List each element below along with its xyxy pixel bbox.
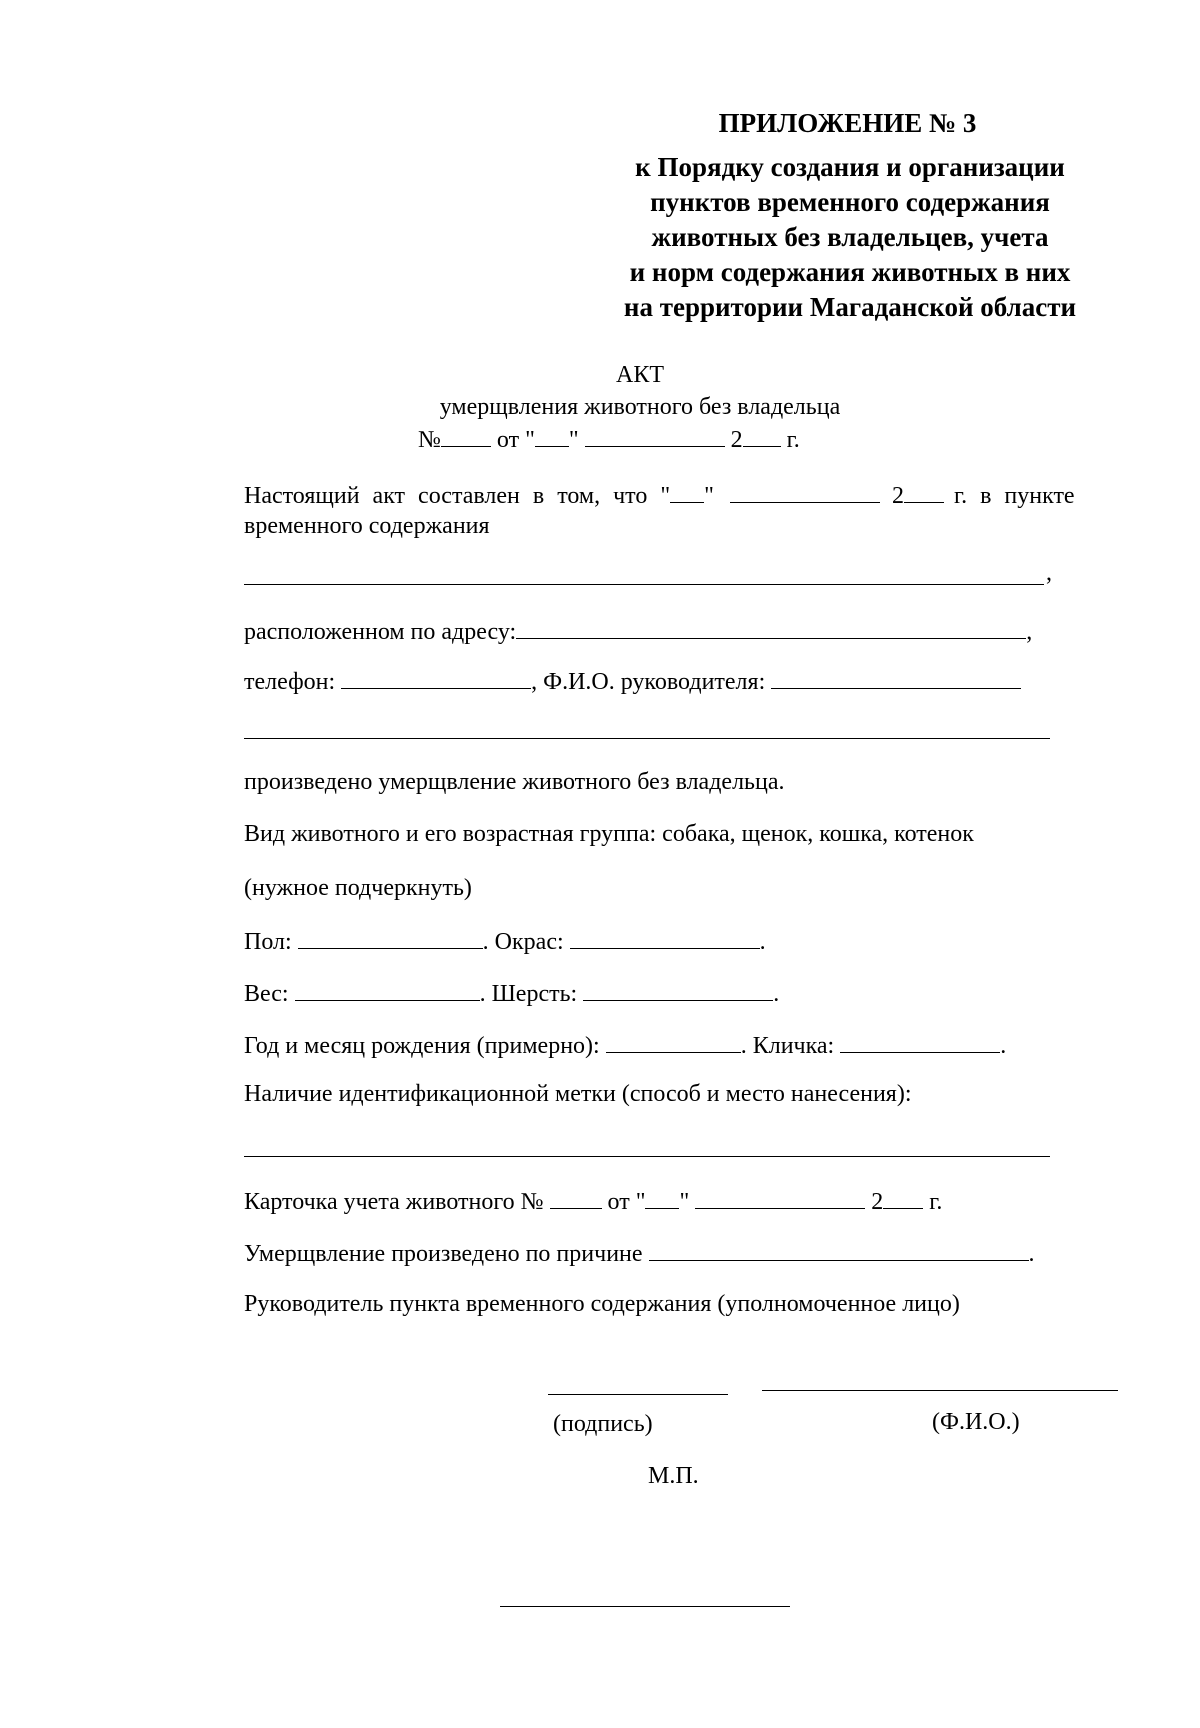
card-label: Карточка учета животного № (244, 1189, 544, 1215)
species-text: Вид животного и его возрастная группа: собака, щенок, кошка, котенок (244, 821, 974, 847)
intro-month-field[interactable] (730, 480, 880, 503)
act-subtitle: умерщвления животного без владельца (439, 394, 841, 420)
appendix-line: и норм содержания животных в них (629, 257, 1071, 287)
appendix-line: пунктов временного содержания (650, 187, 1050, 217)
year-prefix: 2 (730, 427, 743, 453)
fur-label: . Шерсть: (479, 981, 578, 1007)
card-day-field[interactable] (645, 1186, 679, 1209)
act-title: АКТ (616, 362, 664, 388)
act-month-field[interactable] (585, 424, 725, 447)
appendix-line: к Порядку создания и организации (635, 152, 1065, 182)
color-field[interactable] (570, 926, 760, 949)
sex-label: Пол: (244, 929, 292, 955)
stamp-label: М.П. (648, 1463, 699, 1489)
appendix-line: на территории Магаданской области (623, 292, 1077, 322)
card-number-field[interactable] (550, 1186, 602, 1209)
appendix-title: ПРИЛОЖЕНИЕ № 3 (718, 108, 977, 138)
head-name-field[interactable] (771, 666, 1021, 689)
bottom-divider (500, 1606, 790, 1607)
comma: , (1046, 560, 1052, 586)
from-label: от " (496, 427, 535, 453)
card-year-prefix: 2 (871, 1189, 884, 1215)
year-suffix: г. (786, 427, 800, 453)
fur-field[interactable] (583, 978, 773, 1001)
act-day-field[interactable] (535, 424, 569, 447)
intro-text: Настоящий акт составлен в том, что " (244, 483, 671, 509)
id-mark-label: Наличие идентификационной метки (способ и место нанесения): (244, 1081, 912, 1107)
sex-line (244, 926, 766, 956)
underline-note: (нужное подчеркнуть) (244, 875, 472, 901)
period: . (1028, 1241, 1035, 1267)
signature-caption: (подпись) (553, 1411, 653, 1437)
card-year-field[interactable] (883, 1186, 923, 1209)
act-number-field[interactable] (441, 424, 491, 447)
intro-quote: " (704, 483, 714, 509)
comma: , (1026, 619, 1033, 645)
intro-year-prefix: 2 (891, 483, 904, 509)
reason-line (244, 1238, 1035, 1268)
card-from-label: от " (607, 1189, 646, 1215)
intro-line2: временного содержания (244, 513, 490, 539)
card-quote: " (679, 1189, 690, 1215)
weight-label: Вес: (244, 981, 289, 1007)
card-month-field[interactable] (695, 1186, 865, 1209)
intro-day-field[interactable] (670, 480, 704, 503)
act-number-line (418, 424, 800, 454)
reason-label: Умерщвление произведено по причине (244, 1241, 643, 1267)
quote-close: " (568, 427, 579, 453)
appendix-subtitle (585, 150, 1115, 325)
number-label: № (418, 427, 441, 453)
head-name-label: , Ф.И.О. руководителя: (531, 669, 766, 695)
birth-label: Год и месяц рождения (примерно): (244, 1033, 600, 1059)
weight-field[interactable] (295, 978, 480, 1001)
appendix-line: животных без владельцев, учета (651, 222, 1049, 252)
period: . (759, 929, 766, 955)
address-label: расположенном по адресу: (244, 619, 517, 645)
birth-field[interactable] (606, 1030, 741, 1053)
nickname-field[interactable] (840, 1030, 1000, 1053)
card-line (244, 1186, 942, 1216)
signature-field[interactable] (548, 1394, 728, 1395)
sex-field[interactable] (298, 926, 483, 949)
full-name-caption: (Ф.И.О.) (932, 1409, 1020, 1435)
intro-year-field[interactable] (904, 480, 944, 503)
birth-line (244, 1030, 1006, 1060)
reason-field[interactable] (649, 1238, 1029, 1261)
intro-line (244, 480, 1075, 510)
intro-text-end: г. в пункте (953, 483, 1075, 509)
institution-name-field[interactable] (244, 584, 1044, 585)
period: . (773, 981, 780, 1007)
card-year-suffix: г. (929, 1189, 943, 1215)
performed-text: произведено умерщвление животного без владельца. (244, 769, 785, 795)
nickname-label: . Кличка: (740, 1033, 835, 1059)
phone-label: телефон: (244, 669, 336, 695)
head-label: Руководитель пункта временного содержания (уполномоченное лицо) (244, 1291, 960, 1317)
head-name-continuation-field[interactable] (244, 738, 1050, 739)
act-year-field[interactable] (743, 424, 781, 447)
phone-line (244, 666, 1021, 696)
period: . (1000, 1033, 1007, 1059)
address-field[interactable] (516, 616, 1026, 639)
phone-field[interactable] (341, 666, 531, 689)
color-label: . Окрас: (482, 929, 564, 955)
id-mark-field[interactable] (244, 1156, 1050, 1157)
full-name-field[interactable] (762, 1390, 1118, 1391)
address-line (244, 616, 1032, 646)
weight-line (244, 978, 779, 1008)
